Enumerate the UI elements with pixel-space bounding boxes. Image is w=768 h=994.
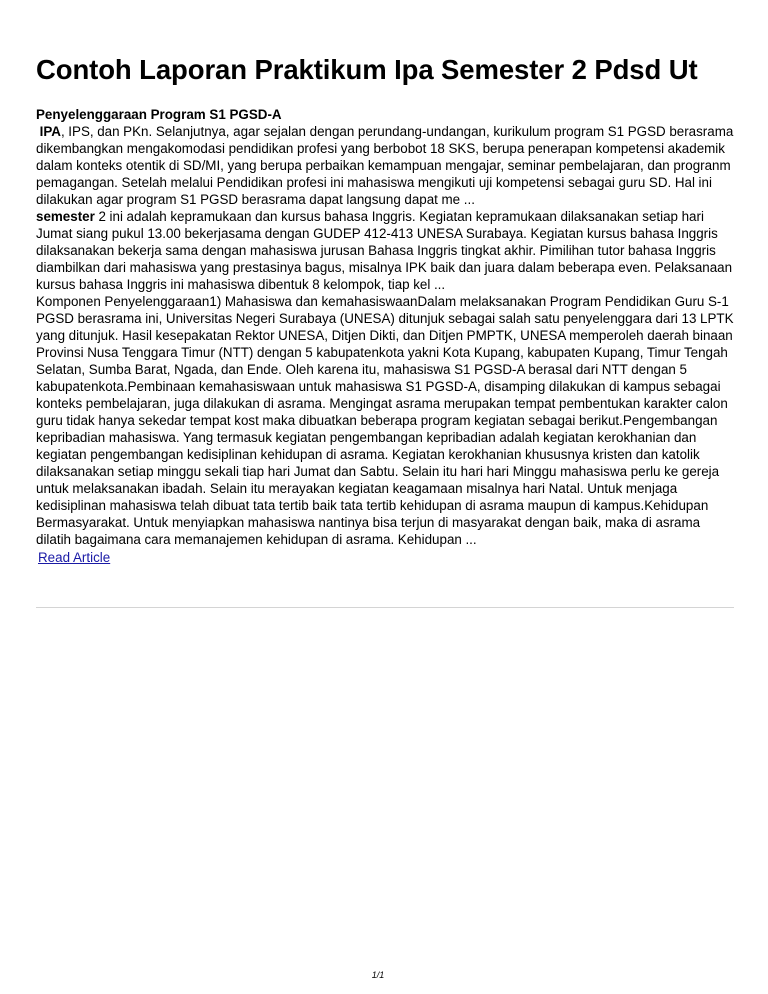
article-section [36, 106, 736, 567]
section-divider [36, 607, 734, 608]
article-heading: Penyelenggaraan Program S1 PGSD-A [36, 107, 282, 122]
body-text-part2: 2 ini adalah kepramukaan dan kursus bahasa Inggris. Kegiatan kepramukaan dilaksanakan setiap hari Jumat siang pukul 13.00 bekerjasama dengan GUDEP 412-413 UNESA Surabaya. Kegiatan kursus bahasa Inggris dilaksanakan bekerja sama dengan mahasiswa jurusan Bahasa Inggris tingkat akhir. Pimilihan tutor bahasa Inggris diambilkan dari mahasiswa yang prestasinya bagus, misalnya IPK baik dan juara dalam beberapa even. Pelaksanaan kursus bahasa Inggris ini mahasiswa dibentuk 8 kelompok, tiap kel ... [36, 209, 733, 292]
keyword-ipa: IPA [39, 124, 61, 139]
read-article-link[interactable]: Read Article [38, 550, 111, 565]
page-number: 1/1 [371, 970, 385, 980]
body-text-part1: , IPS, dan PKn. Selanjutnya, agar sejalan dengan perundang-undangan, kurikulum program S1 PGSD berasrama dikembangkan mengakomodasi pendidikan profesi yang berbobot 18 SKS, berupa penerapan kompetensi akademik dalam konteks otentik di SD/MI, yang berupa perbaikan kemampuan mengajar, seminar pembelajaran, dan progranm pemagangan. Setelah melalui Pendidikan profesi ini mahasiswa mengikuti uji kompetensi sebagai guru SD. Hal ini dilakukan agar program S1 PGSD berasrama dapat langsung dapat me ... [36, 124, 734, 207]
article-body [36, 123, 736, 548]
body-text-part3: Komponen Penyelenggaraan1) Mahasiswa dan kemahasiswaanDalam melaksanakan Program Pendidikan Guru S-1 PGSD berasrama ini, Universitas Negeri Surabaya (UNESA) ditunjuk sebagai salah satu penyelenggara dari 13 LPTK yang ditunjuk. Hasil kesepakatan Rektor UNESA, Ditjen Dikti, dan Ditjen PMPTK, UNESA memperoleh daerah binaan Provinsi Nusa Tenggara Timur (NTT) dengan 5 kabupatenkota yakni Kota Kupang, kabupaten Kupang, Timur Tengah Selatan, Sumba Barat, Ngada, dan Ende. Oleh karena itu, mahasiswa S1 PGSD-A berasal dari NTT dengan 5 kabupatenkota.Pembinaan kemahasiswaan untuk mahasiswa S1 PGSD-A, disamping dilakukan di kampus sebagai konteks pembelajaran, juga dilakukan di asrama. Mengingat asrama merupakan tempat pembentukan karakter calon guru tidak hanya sekedar tempat kost maka dibuatkan beberapa program kegiatan sebagai berikut.Pengembangan kepribadian mahasiswa. Yang termasuk kegiatan pengembangan kepribadian adalah kegiatan kerokhanian dan kegiatan pengembangan kedisiplinan kehidupan di asrama. Kegiatan kerokhanian khususnya kristen dan katolik dilaksanakan setiap minggu sekali tiap hari Jumat dan Sabtu. Selain itu hari hari Minggu mahasiswa perlu ke gereja untuk melaksanakan ibadah. Selain itu merayakan kegiatan keagamaan misalnya hari Natal. Untuk menjaga kedisiplinan mahasiswa telah dibuat tata tertib baik tata tertib kehidupan di asrama maupun di kampus.Kehidupan Bermasyarakat. Untuk menyiapkan mahasiswa nantinya bisa terjun di masyarakat dengan baik, maka di asrama dilatih bagaimana cara memanajemen kehidupan di asrama. Kehidupan ... [36, 294, 734, 547]
keyword-semester: semester [36, 209, 95, 224]
page-title: Contoh Laporan Praktikum Ipa Semester 2 Pdsd Ut [36, 54, 698, 85]
